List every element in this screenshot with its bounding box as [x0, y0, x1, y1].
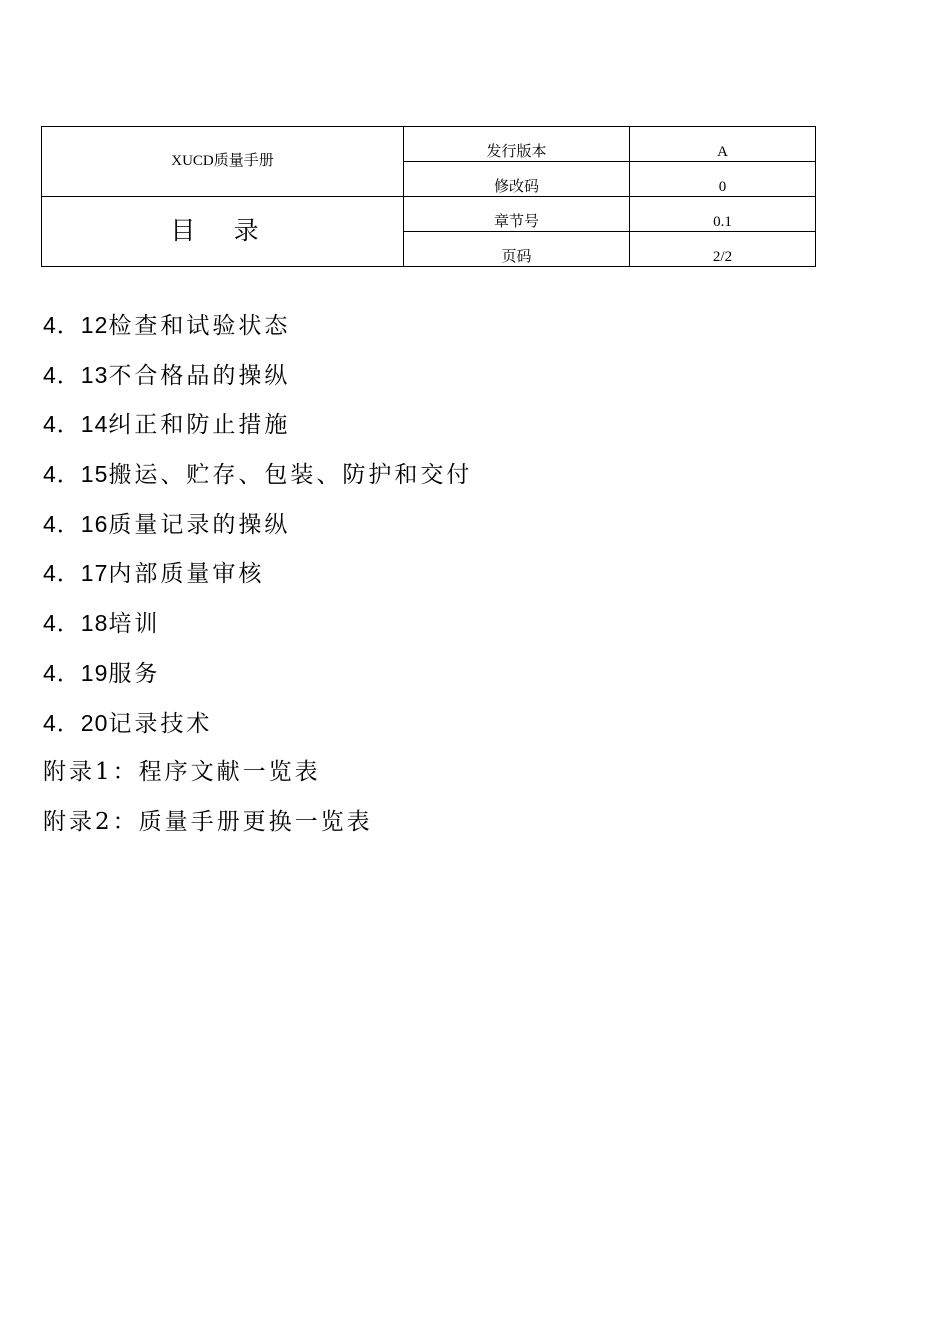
issue-version-value: A	[630, 127, 816, 162]
toc-entry-title: 质量记录的操纵	[108, 511, 291, 538]
toc-entry-title: 培训	[108, 611, 161, 638]
toc-entry-number: 4．13	[43, 361, 109, 388]
toc-entry-title: 服务	[108, 660, 161, 687]
toc-entry[interactable]	[43, 308, 472, 358]
issue-version-label: 发行版本	[404, 127, 630, 162]
toc-entry[interactable]	[43, 457, 472, 507]
appendix-entry[interactable]	[43, 755, 472, 805]
table-of-contents	[43, 308, 472, 855]
toc-entry-number: 4．20	[43, 709, 109, 736]
revision-code-value: 0	[630, 162, 816, 197]
revision-code-label: 修改码	[404, 162, 630, 197]
section-number-value: 0.1	[630, 197, 816, 232]
toc-entry[interactable]	[43, 358, 472, 408]
toc-entry-number: 4．14	[43, 411, 109, 438]
toc-entry[interactable]	[43, 407, 472, 457]
document-header-table	[41, 126, 816, 267]
toc-entry-title: 记录技术	[108, 710, 213, 737]
toc-entry-number: 4．15	[43, 461, 109, 488]
toc-entry-title: 不合格品的操纵	[108, 362, 291, 389]
manual-title: XUCD质量手册	[42, 127, 404, 197]
toc-entry-title: 搬运、贮存、包装、防护和交付	[108, 462, 473, 489]
appendix-entry[interactable]	[43, 805, 472, 855]
section-number-label: 章节号	[404, 197, 630, 232]
toc-entry-number: 4．17	[43, 560, 109, 587]
toc-entry-title: 检查和试验状态	[108, 313, 291, 339]
toc-entry[interactable]	[43, 556, 472, 606]
toc-entry[interactable]	[43, 606, 472, 656]
toc-entry[interactable]	[43, 706, 472, 756]
page-number-value: 2/2	[630, 232, 816, 267]
toc-entry-number: 4．12	[43, 312, 109, 338]
toc-entry-number: 4．19	[43, 659, 109, 686]
toc-entry-title: 纠正和防止措施	[108, 412, 291, 439]
toc-entry[interactable]	[43, 656, 472, 706]
toc-entry-number: 4．18	[43, 610, 109, 637]
toc-entry[interactable]	[43, 507, 472, 557]
appendix-entry-text: 附录2：质量手册更换一览表	[43, 808, 373, 835]
toc-entry-number: 4．16	[43, 510, 109, 537]
appendix-entry-text: 附录1：程序文献一览表	[43, 759, 321, 786]
toc-heading: 目 录	[42, 197, 404, 267]
page-number-label: 页码	[404, 232, 630, 267]
toc-entry-title: 内部质量审核	[108, 561, 265, 588]
